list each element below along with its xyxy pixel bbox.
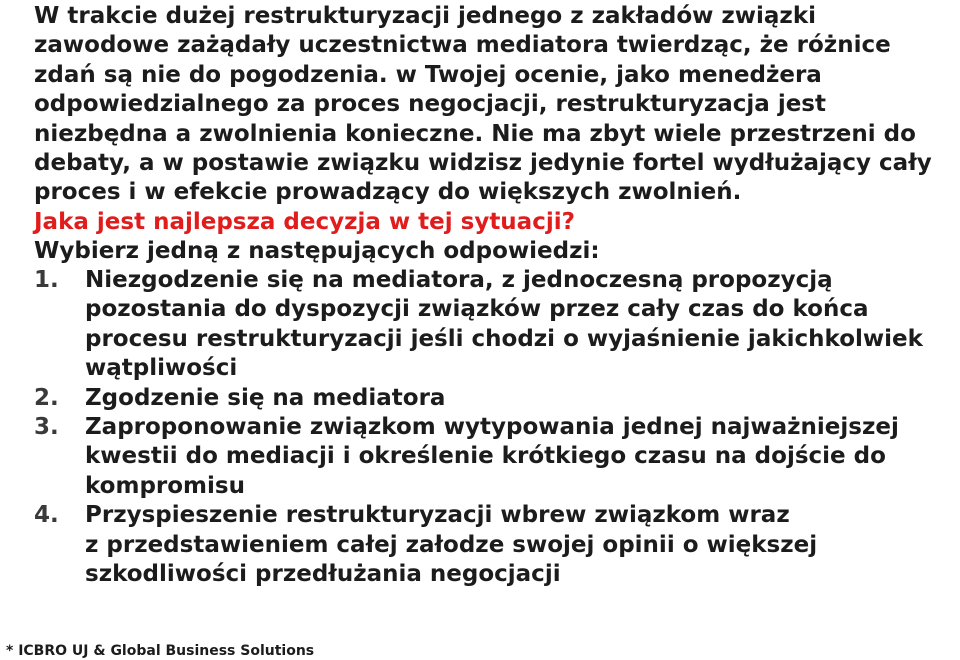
- answer-options: [34, 266, 959, 589]
- option-text: [85, 501, 959, 589]
- option-number: 2.: [34, 384, 59, 411]
- footer-credit: * ICBRO UJ & Global Business Solutions: [6, 643, 315, 659]
- option-text: [85, 384, 959, 413]
- option-line: pozostania do dyspozycji związków przez cały czas do końca: [85, 296, 869, 323]
- scenario-line: odpowiedzialnego za proces negocjacji, restrukturyzacja jest: [34, 91, 826, 118]
- option-line: Zgodzenie się na mediatora: [85, 384, 446, 411]
- option-line: procesu restrukturyzacji jeśli chodzi o wyjaśnienie jakichkolwiek: [85, 325, 923, 352]
- question-text: Jaka jest najlepsza decyzja w tej sytuacji?: [34, 208, 575, 235]
- option-line: kompromisu: [85, 472, 245, 499]
- option-line: szkodliwości przedłużania negocjacji: [85, 561, 561, 588]
- option-line: Zaproponowanie związkom wytypowania jednej najważniejszej: [85, 414, 899, 441]
- option-line: Niezgodzenie się na mediatora, z jednoczesną propozycją: [85, 267, 833, 293]
- scenario-line: debaty, a w postawie związku widzisz jedynie fortel wydłużający cały: [34, 150, 932, 177]
- option-line: kwestii do mediacji i określenie krótkiego czasu na dojście do: [85, 443, 886, 470]
- scenario-line: zawodowe zażądały uczestnictwa mediatora twierdząc, że różnice: [34, 32, 891, 59]
- scenario-line: W trakcie dużej restrukturyzacji jednego z zakładów związki: [34, 3, 816, 29]
- answer-option-3: [34, 413, 959, 501]
- scenario-line: niezbędna a zwolnienia konieczne. Nie ma zbyt wiele przestrzeni do: [34, 120, 916, 147]
- option-number: 4.: [34, 502, 59, 529]
- scenario-line: proces i w efekcie prowadzący do większych zwolnień.: [34, 179, 742, 206]
- option-number: 1.: [34, 267, 59, 293]
- option-line: wątpliwości: [85, 355, 238, 382]
- option-text: [85, 413, 959, 501]
- instruction-text: Wybierz jedną z następujących odpowiedzi:: [34, 238, 600, 265]
- scenario-text: [34, 2, 959, 267]
- answer-option-1: [34, 266, 959, 384]
- answer-option-2: [34, 384, 959, 413]
- option-line: Przyspieszenie restrukturyzacji wbrew związkom wraz: [85, 502, 790, 529]
- scenario-line: zdań są nie do pogodzenia. w Twojej ocenie, jako menedżera: [34, 61, 822, 88]
- option-line: z przedstawieniem całej załodze swojej opinii o większej: [85, 531, 818, 558]
- option-text: [85, 266, 959, 384]
- answer-option-4: [34, 501, 959, 589]
- option-number: 3.: [34, 414, 59, 441]
